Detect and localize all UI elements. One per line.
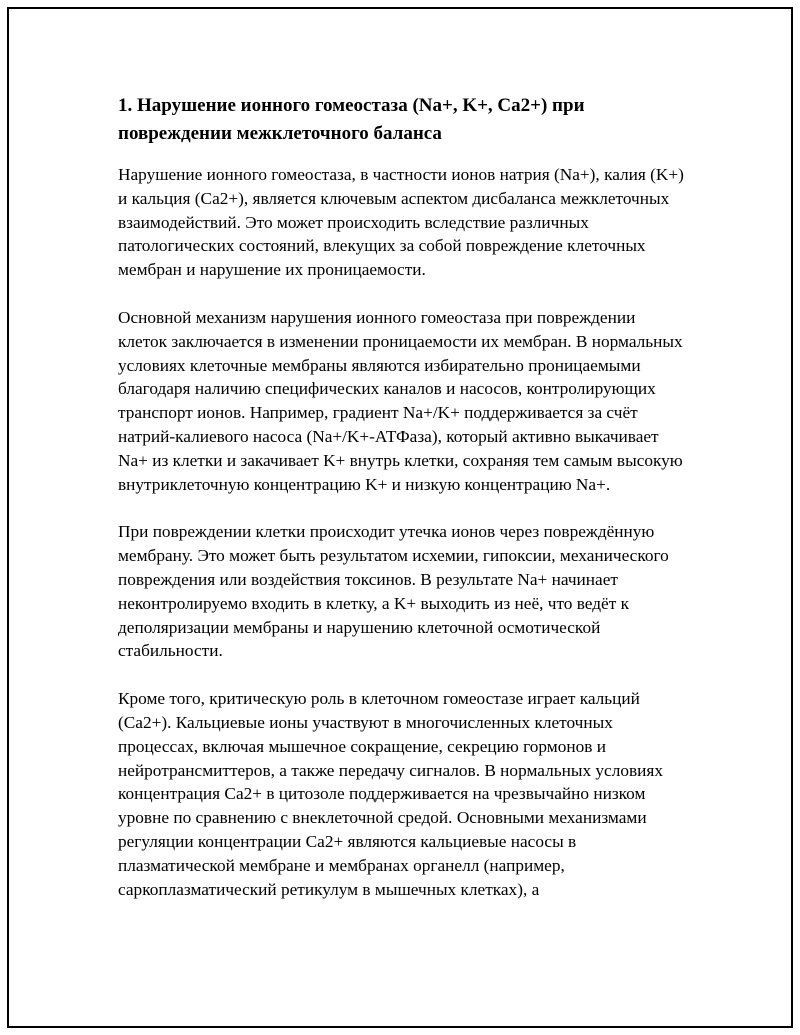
paragraph-intro: Нарушение ионного гомеостаза, в частности ионов натрия (Na+), калия (K+) и кальция (Ca2+), является ключевым аспектом дисбаланса межклеточных взаимодействий. Это может происходить вследствие различных патологических состояний, влекущих за собой повреждение клеточных мембран и нарушение их проницаемости. bbox=[118, 165, 684, 280]
paragraph-cell-damage: При повреждении клетки происходит утечка ионов через повреждённую мембрану. Это может быть результатом исхемии, гипоксии, механического повреждения или воздействия токсинов. В результате Na+ начинает неконтролируемо входить в клетку, а K+ выходить из неё, что ведёт к деполяризации мембраны и нарушению клеточной осмотической стабильности. bbox=[118, 522, 669, 661]
paragraph-mechanism: Основной механизм нарушения ионного гомеостаза при повреждении клеток заключается в изменении проницаемости их мембран. В нормальных условиях клеточные мембраны являются избирательно проницаемыми благодаря наличию специфических каналов и насосов, контролирующих транспорт ионов. Например, градиент Na+/K+ поддерживается за счёт натрий-калиевого насоса (Na+/K+-АТФаза), который активно выкачивает Na+ из клетки и закачивает K+ внутрь клетки, сохраняя тем самым высокую внутриклеточную концентрацию K+ и низкую концентрацию Na+. bbox=[118, 307, 683, 494]
paragraph-calcium: Кроме того, критическую роль в клеточном гомеостазе играет кальций (Ca2+). Кальциевые ионы участвуют в многочисленных клеточных процессах, включая мышечное сокращение, секрецию гормонов и нейротрансмиттеров, а также передачу сигналов. В нормальных условиях концентрация Ca2+ в цитозоле поддерживается на чрезвычайно низком уровне по сравнению с внеклеточной средой. Основными механизмами регуляции концентрации Ca2+ являются кальциевые насосы в плазматической мембране и мембранах органелл (например, саркоплазматический ретикулум в мышечных клетках), а bbox=[118, 689, 663, 899]
document-body bbox=[118, 92, 688, 925]
section-title: 1. Нарушение ионного гомеостаза (Na+, K+, Ca2+) при повреждении межклеточного баланса bbox=[118, 95, 585, 144]
